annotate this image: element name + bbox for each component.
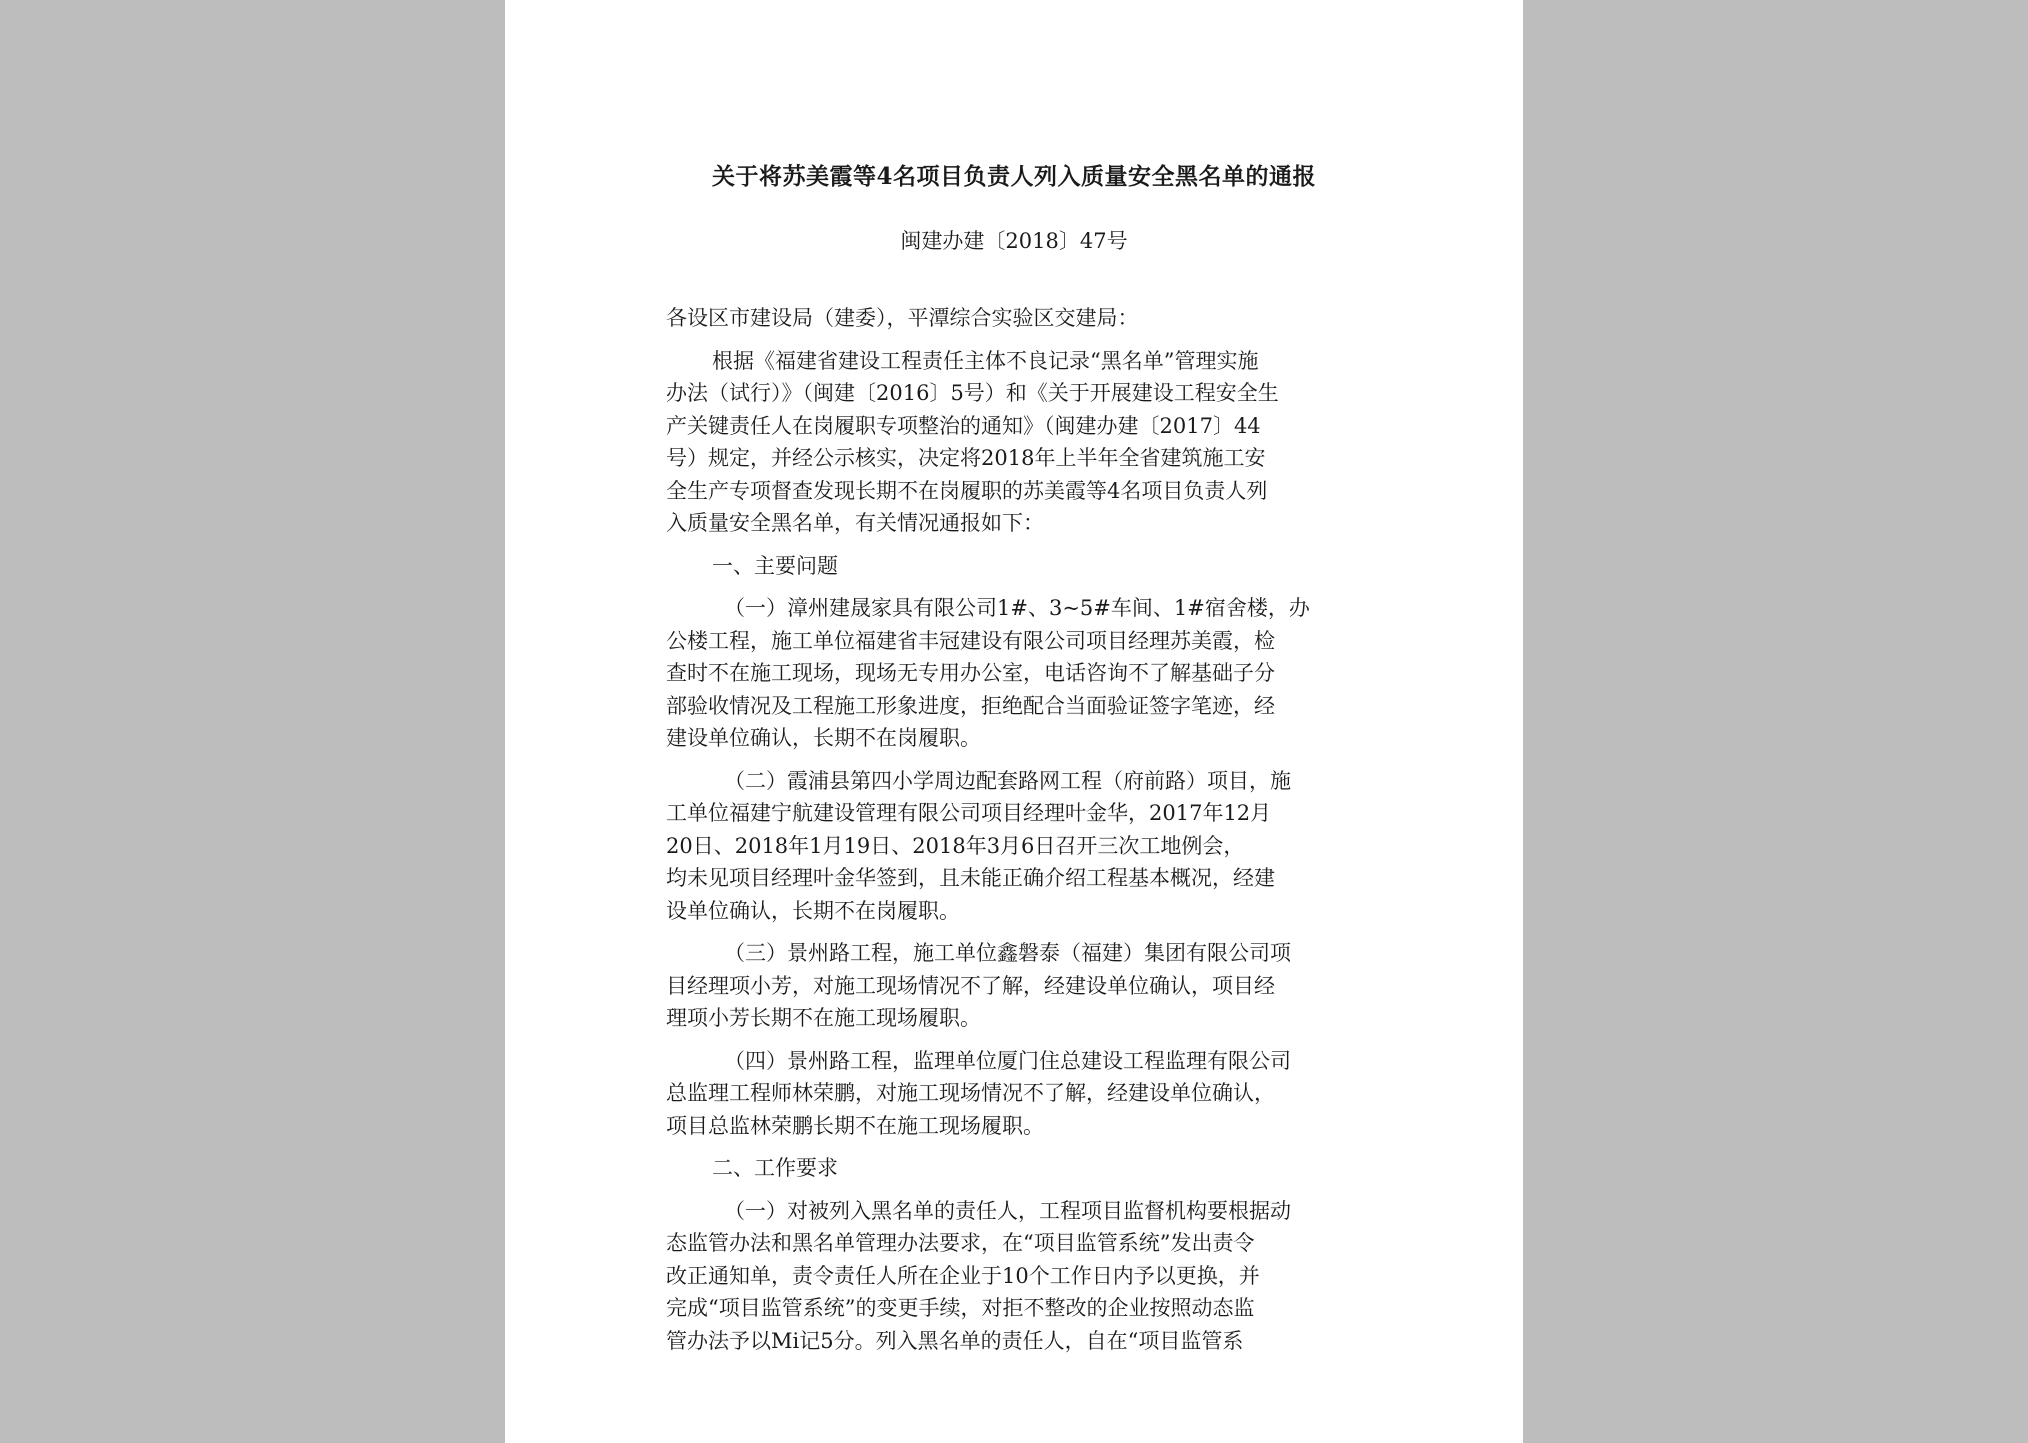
paragraph-line: （二）霞浦县第四小学周边配套路网工程（府前路）项目，施 — [724, 768, 1291, 793]
paragraph-line: （四）景州路工程，监理单位厦门住总建设工程监理有限公司 — [724, 1048, 1291, 1073]
document-number: 闽建办建〔2018〕47号 — [900, 229, 1128, 253]
paragraph-line: 项目总监林荣鹏长期不在施工现场履职。 — [666, 1113, 1044, 1138]
paragraph-line: 态监管办法和黑名单管理办法要求，在“项目监管系统”发出责令 — [666, 1231, 1255, 1255]
paragraph-line: 号）规定，并经公示核实，决定将2018年上半年全省建筑施工安 — [666, 446, 1266, 470]
paragraph-line: 部验收情况及工程施工形象进度，拒绝配合当面验证签字笔迹，经 — [666, 693, 1275, 718]
paragraph-line: 建设单位确认，长期不在岗履职。 — [666, 726, 981, 750]
paragraph-line: 产关键责任人在岗履职专项整治的通知》（闽建办建〔2017〕44 — [666, 413, 1261, 438]
paragraph-line: 目经理项小芳，对施工现场情况不了解，经建设单位确认，项目经 — [666, 973, 1275, 998]
paragraph-line: （一）对被列入黑名单的责任人，工程项目监督机构要根据动 — [724, 1198, 1291, 1223]
paragraph-line: 办法（试行）》（闽建〔2016〕5号）和《关于开展建设工程安全生 — [666, 381, 1279, 405]
section-heading: 二、工作要求 — [712, 1156, 838, 1180]
document-body — [666, 302, 1366, 1357]
paragraph-line: 入质量安全黑名单，有关情况通报如下： — [666, 511, 1044, 535]
section-heading: 一、主要问题 — [712, 553, 838, 578]
paragraph-line: （一）漳州建晟家具有限公司1#、3~5#车间、1#宿舍楼，办 — [724, 596, 1310, 620]
paragraph-line: 设单位确认，长期不在岗履职。 — [666, 898, 960, 923]
paragraph-line: （三）景州路工程，施工单位鑫磐泰（福建）集团有限公司项 — [724, 941, 1291, 965]
paragraph-line: 根据《福建省建设工程责任主体不良记录“黑名单”管理实施 — [712, 348, 1259, 373]
salutation: 各设区市建设局（建委），平潭综合实验区交建局： — [666, 306, 1139, 330]
paragraph-line: 管办法予以Mi记5分。列入黑名单的责任人，自在“项目监管系 — [666, 1328, 1244, 1353]
paragraph-line: 完成“项目监管系统”的变更手续，对拒不整改的企业按照动态监 — [666, 1296, 1255, 1320]
paragraph-line: 工单位福建宁航建设管理有限公司项目经理叶金华，2017年12月 — [666, 801, 1272, 825]
paragraph-line: 公楼工程，施工单位福建省丰冠建设有限公司项目经理苏美霞，检 — [666, 628, 1275, 653]
paragraph-line: 全生产专项督查发现长期不在岗履职的苏美霞等4名项目负责人列 — [666, 478, 1268, 503]
paragraph-line: 改正通知单，责令责任人所在企业于10个工作日内予以更换，并 — [666, 1263, 1260, 1288]
document-title: 关于将苏美霞等4名项目负责人列入质量安全黑名单的通报 — [711, 163, 1316, 190]
paragraph-line: 理项小芳长期不在施工现场履职。 — [666, 1006, 981, 1030]
paragraph-line: 查时不在施工现场，现场无专用办公室，电话咨询不了解基础子分 — [666, 661, 1275, 685]
paragraph-line: 20日、2018年1月19日、2018年3月6日召开三次工地例会， — [666, 833, 1245, 858]
paragraph-line: 均未见项目经理叶金华签到，且未能正确介绍工程基本概况，经建 — [666, 866, 1275, 890]
document-page — [505, 0, 1523, 1443]
paragraph-line: 总监理工程师林荣鹏，对施工现场情况不了解，经建设单位确认， — [666, 1081, 1275, 1105]
